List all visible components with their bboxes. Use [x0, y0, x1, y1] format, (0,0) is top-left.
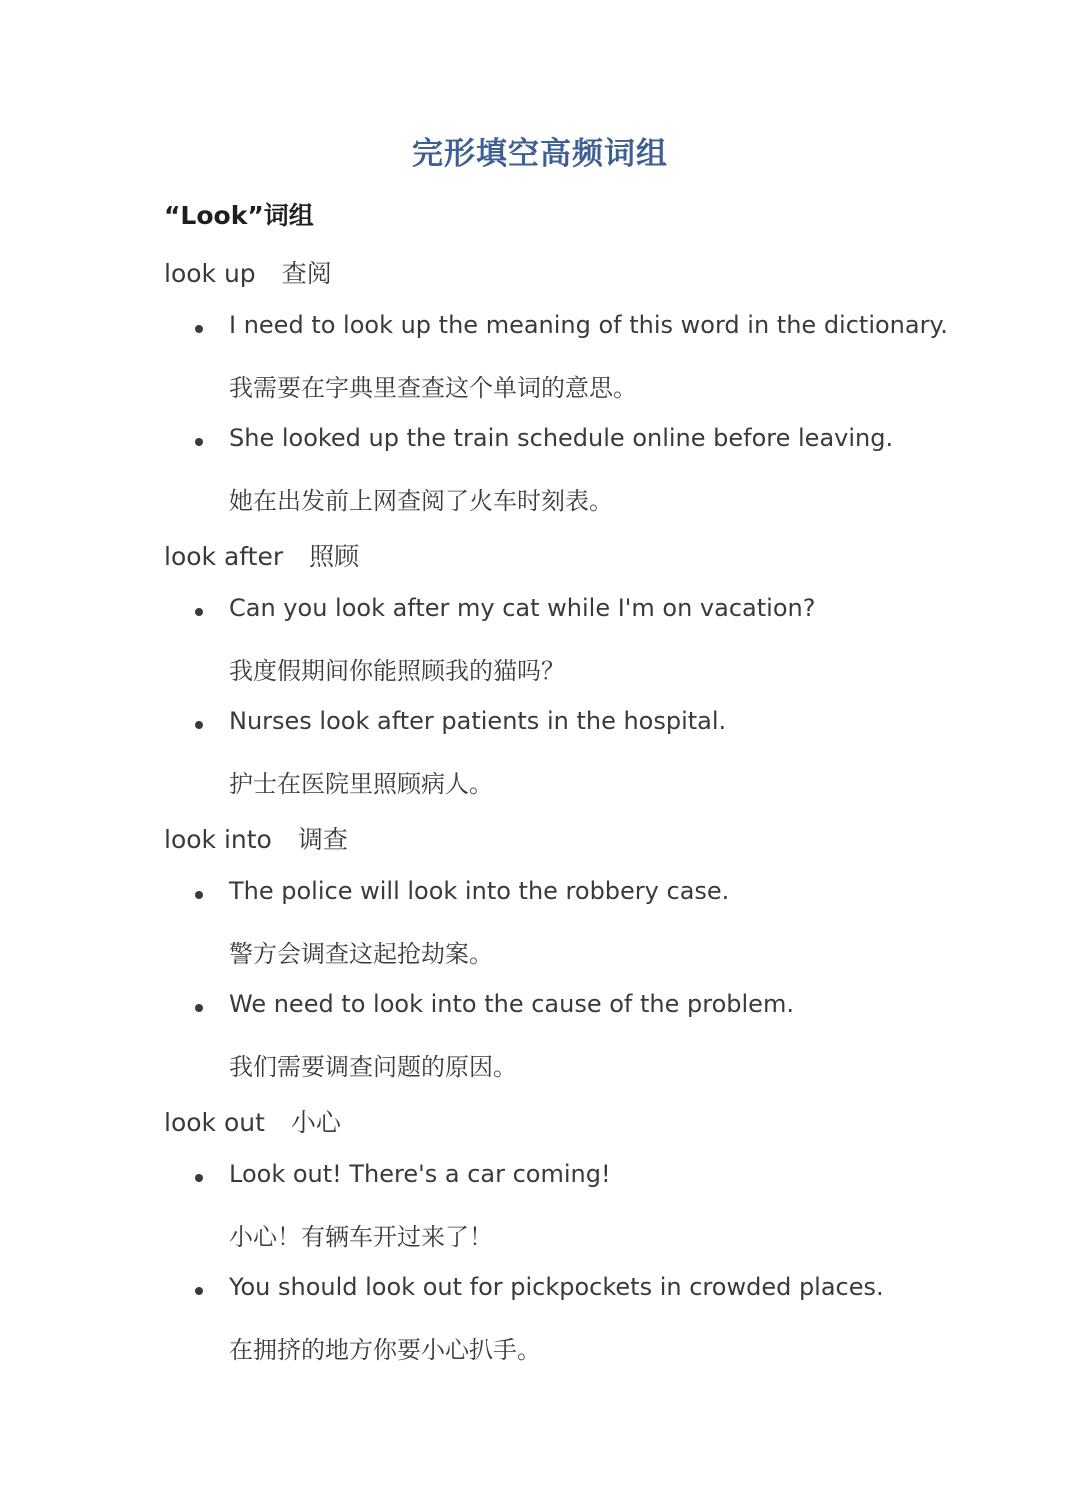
example-translation: 她在出发前上网查阅了火车时刻表。 — [229, 487, 613, 515]
phrase-text: look up — [164, 259, 256, 288]
example-translation: 在拥挤的地方你要小心扒手。 — [229, 1336, 541, 1364]
phrase-text: look into — [164, 825, 272, 854]
bullet-icon — [195, 1174, 203, 1182]
phrase-text: look out — [164, 1108, 265, 1137]
phrase-entry — [164, 1103, 341, 1139]
page-title: 完形填空高频词组 — [412, 136, 668, 172]
example-sentence: You should look out for pickpockets in crowded places. — [229, 1273, 884, 1301]
section-heading: “Look”词组 — [164, 201, 314, 230]
bullet-icon — [195, 325, 203, 333]
example-translation: 我度假期间你能照顾我的猫吗？ — [229, 657, 565, 685]
example-sentence: The police will look into the robbery case. — [229, 877, 730, 905]
bullet-icon — [195, 438, 203, 446]
example-sentence: Can you look after my cat while I'm on vacation? — [229, 594, 816, 622]
example-translation: 警方会调查这起抢劫案。 — [229, 940, 493, 968]
example-sentence: I need to look up the meaning of this word in the dictionary. — [229, 311, 948, 339]
phrase-entry — [164, 537, 359, 573]
bullet-icon — [195, 608, 203, 616]
bullet-icon — [195, 1287, 203, 1295]
bullet-icon — [195, 891, 203, 899]
phrase-meaning: 查阅 — [281, 259, 332, 288]
phrase-meaning: 小心 — [290, 1108, 341, 1137]
example-sentence: She looked up the train schedule online before leaving. — [229, 424, 894, 452]
example-sentence: We need to look into the cause of the problem. — [229, 990, 794, 1018]
phrase-entry — [164, 254, 332, 290]
example-sentence: Nurses look after patients in the hospital. — [229, 707, 727, 735]
example-translation: 我需要在字典里查查这个单词的意思。 — [229, 374, 637, 402]
phrase-meaning: 调查 — [297, 825, 348, 854]
phrase-text: look after — [164, 542, 284, 571]
example-translation: 护士在医院里照顾病人。 — [229, 770, 493, 798]
bullet-icon — [195, 721, 203, 729]
bullet-icon — [195, 1004, 203, 1012]
phrase-meaning: 照顾 — [309, 542, 360, 571]
example-translation: 小心！有辆车开过来了！ — [229, 1223, 493, 1251]
phrase-entry — [164, 820, 348, 856]
example-translation: 我们需要调查问题的原因。 — [229, 1053, 517, 1081]
example-sentence: Look out! There's a car coming! — [229, 1160, 611, 1188]
